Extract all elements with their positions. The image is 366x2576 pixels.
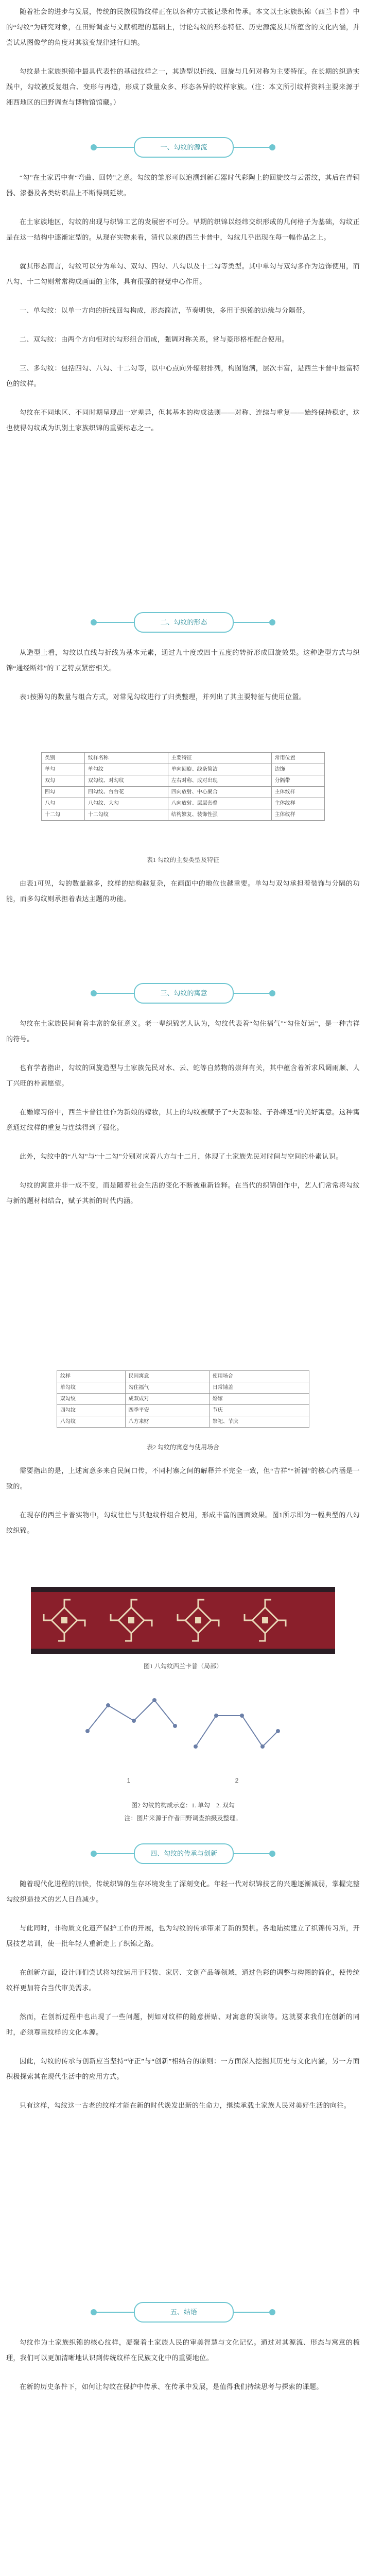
table-cell: 八勾纹 — [57, 1416, 126, 1428]
table-cell: 主体纹样 — [271, 787, 324, 798]
paragraph: 勾纹的寓意并非一成不变，而是随着社会生活的变化不断被重新诠释。在当代的织锦创作中，艺人们常常将勾纹与新的题材相结合，赋予其新的时代内涵。 — [6, 1181, 360, 1205]
paragraph: 随着现代化进程的加快，传统织锦的生存环境发生了深刻变化。年轻一代对织锦技艺的兴趣逐渐减弱，掌握完整勾纹织造技术的艺人日益减少。 — [6, 1880, 360, 1903]
table-header-row — [57, 1371, 309, 1382]
table-cell: 八勾纹、大勾 — [84, 798, 168, 809]
section-4-banner — [0, 1839, 366, 1868]
table-cell: 单勾纹 — [57, 1382, 126, 1394]
table-row — [57, 1382, 309, 1394]
table-header-cell: 常用位置 — [271, 753, 324, 764]
conclusion-title: 五、结语 — [134, 2302, 234, 2323]
paragraph: 表1按照勾的数量与组合方式，对常见勾纹进行了归类整理，并列出了其主要特征与使用位置。 — [20, 693, 306, 701]
table-row — [42, 798, 325, 809]
table-cell: 四勾 — [42, 787, 85, 798]
table-header-cell: 民间寓意 — [125, 1371, 209, 1382]
table-cell: 主体纹样 — [271, 798, 324, 809]
table-cell: 双勾纹、对勾纹 — [84, 775, 168, 787]
paragraph: 然而，在创新过程中也出现了一些问题，例如对纹样的随意拼贴、对寓意的误读等。这就要求我们在创新的同时，必须尊重纹样的文化本源。 — [6, 2013, 360, 2036]
table-cell: 节庆 — [209, 1405, 309, 1416]
section-2-title: 二、勾纹的形态 — [134, 612, 234, 633]
table-cell: 八勾 — [42, 798, 85, 809]
table-header-cell: 纹样名称 — [84, 753, 168, 764]
figure-2-schematic — [77, 1685, 289, 1793]
schematic-label-1: 1 — [127, 1777, 131, 1784]
paragraph: 一、单勾纹：以单一方向的折线回勾构成，形态简洁，节奏明快，多用于织锦的边缘与分隔带。 — [20, 307, 309, 314]
conclusion-text — [6, 2335, 360, 2408]
section-4-title: 四、勾纹的传承与创新 — [134, 1843, 234, 1864]
table-header-cell: 纹样 — [57, 1371, 126, 1382]
paragraph: 在婚嫁习俗中，西兰卡普往往作为新娘的嫁妆，其上的勾纹被赋予了“夫妻和睦、子孙绵延”的美好寓意。这种寓意通过纹样的重复与连续得到了强化。 — [6, 1108, 360, 1131]
figure-2-caption: 图2 勾纹的构成示意：1. 单勾 2. 双勾 — [131, 1802, 235, 1809]
banner-dot-icon — [269, 2309, 275, 2315]
table-row — [57, 1394, 309, 1405]
conclusion-banner — [0, 2298, 366, 2327]
table-row — [57, 1405, 309, 1416]
banner-dot-icon — [269, 619, 275, 625]
section-3-after — [6, 1463, 360, 1552]
section-1-title: 一、勾纹的源流 — [134, 137, 234, 158]
table-cell: 结构繁复、装饰性强 — [168, 809, 271, 821]
section-3-text — [6, 1016, 360, 1222]
paragraph: 与此同时，非物质文化遗产保护工作的开展，也为勾纹的传承带来了新的契机。各地陆续建立了织锦传习所，开展技艺培训，使一批年轻人重新走上了织锦之路。 — [6, 1924, 360, 1947]
table-cell: 十二勾 — [42, 809, 85, 821]
paragraph: 勾纹在不同地区、不同时期呈现出一定差异，但其基本的构成法则——对称、连续与重复——始终保持稳定，这也使得勾纹成为识别土家族织锦的重要标志之一。 — [6, 409, 360, 432]
table-row — [57, 1416, 309, 1428]
table-cell: 双勾 — [42, 775, 85, 787]
table-cell: 左右对称、成对出现 — [168, 775, 271, 787]
table-cell: 主体纹样 — [271, 809, 324, 821]
paragraph: 就其形态而言，勾纹可以分为单勾、双勾、四勾、八勾以及十二勾等类型。其中单勾与双勾多作为边饰使用，而八勾、十二勾则常常构成画面的主体，具有很强的视觉中心作用。 — [6, 262, 360, 285]
section-3-title: 三、勾纹的寓意 — [134, 983, 234, 1004]
table-cell: 祭祀、节庆 — [209, 1416, 309, 1428]
paragraph: 勾纹在土家族民间有着丰富的象征意义。老一辈织锦艺人认为，勾纹代表着“勾住福气”“勾住好运”，是一种吉祥的符号。 — [6, 1020, 360, 1043]
table-row — [42, 787, 325, 798]
paragraph: 二、双勾纹：由两个方向相对的勾形组合而成，强调对称关系，常与菱形格相配合使用。 — [20, 335, 289, 343]
paragraph: 在创新方面，设计师们尝试将勾纹运用于服装、家居、文创产品等领域，通过色彩的调整与构图的简化，使传统纹样更加符合当代审美需求。 — [6, 1969, 360, 1992]
table-cell: 单勾 — [42, 764, 85, 775]
table-cell: 日常铺盖 — [209, 1382, 309, 1394]
table-cell: 婚嫁 — [209, 1394, 309, 1405]
banner-dot-icon — [269, 1851, 275, 1857]
figure-1-textile — [31, 1587, 335, 1654]
schematic-nodes — [85, 1698, 280, 1749]
section-4-text — [6, 1876, 360, 2127]
paragraph: 因此，勾纹的传承与创新应当坚持“守正”与“创新”相结合的原则：一方面深入挖掘其历史与文化内涵，另一方面积极探索其在现代生活中的应用方式。 — [6, 2057, 360, 2080]
table-row — [42, 764, 325, 775]
table-cell: 四季平安 — [125, 1405, 209, 1416]
table-1 — [41, 752, 325, 821]
table-2 — [57, 1370, 309, 1428]
table-header-cell: 主要特征 — [168, 753, 271, 764]
intro-text — [6, 4, 360, 124]
paragraph: 三、多勾纹：包括四勾、八勾、十二勾等，以中心点向外辐射排列，构图饱满，层次丰富，是西兰卡普中最富特色的纹样。 — [6, 364, 360, 387]
table-row — [42, 775, 325, 787]
paragraph: 也有学者指出，勾纹的回旋造型与土家族先民对水、云、蛇等自然物的崇拜有关，其中蕴含着祈求风调雨顺、人丁兴旺的朴素愿望。 — [6, 1064, 360, 1087]
section-2-banner — [0, 608, 366, 637]
table-cell: 八向放射、层层套叠 — [168, 798, 271, 809]
section-1-text — [6, 170, 360, 449]
paragraph: 在现存的西兰卡普实物中，勾纹往往与其他纹样组合使用，形成丰富的画面效果。图1所示即为一幅典型的八勾纹织锦。 — [6, 1511, 360, 1534]
section-3-banner — [0, 979, 366, 1008]
section-2-text — [6, 645, 360, 718]
table-cell: 分隔带 — [271, 775, 324, 787]
paragraph: “勾”在土家语中有“弯曲、回转”之意。勾纹的雏形可以追溯到新石器时代彩陶上的回旋纹与云雷纹，其后在青铜器、漆器及各类纺织品上不断得到延续。 — [6, 174, 360, 197]
table-cell: 四勾纹 — [57, 1405, 126, 1416]
table-cell: 勾住福气 — [125, 1382, 209, 1394]
section-2-after — [6, 876, 360, 920]
paragraph: 只有这样，勾纹这一古老的纹样才能在新的时代焕发出新的生命力，继续承载土家族人民对美好生活的向往。 — [20, 2102, 351, 2109]
table-header-cell: 类别 — [42, 753, 85, 764]
table-cell: 单向回旋、线条简洁 — [168, 764, 271, 775]
figure-1-caption: 图1 八勾纹西兰卡普（局部） — [143, 1663, 222, 1670]
table-cell: 成双成对 — [125, 1394, 209, 1405]
intro-paragraph: 勾纹是土家族织锦中最具代表性的基础纹样之一，其造型以折线、回旋与几何对称为主要特征。在长期的织造实践中，勾纹被反复组合、变形与再造，形成了数量众多、形态各异的纹样家族。（注：本文所引纹样资料主要来源于湘西地区的田野调查与博物馆馆藏。） — [6, 67, 360, 106]
table-row — [42, 809, 325, 821]
schematic-label-2: 2 — [235, 1777, 239, 1784]
table-cell: 四向放射、中心聚合 — [168, 787, 271, 798]
intro-paragraph: 随着社会的进步与发展，传统的民族服饰纹样正在以各种方式被记录和传承。本文以土家族织锦（西兰卡普）中的“勾纹”为研究对象，在田野调查与文献梳理的基础上，讨论勾纹的形态特征、历史源流及其所蕴含的文化内涵，并尝试从图像学的角度对其演变规律进行归纳。 — [6, 8, 360, 46]
table-2-caption: 表2 勾纹的寓意与使用场合 — [146, 1444, 219, 1451]
paragraph: 勾纹作为土家族织锦的核心纹样，凝聚着土家族人民的审美智慧与文化记忆。通过对其源流、形态与寓意的梳理，我们可以更加清晰地认识到传统纹样在民族文化中的重要地位。 — [6, 2338, 360, 2362]
paragraph: 由表1可见，勾的数量越多，纹样的结构越复杂，在画面中的地位也越重要。单勾与双勾承担着装饰与分隔的功能，而多勾纹则承担着表达主题的功能。 — [6, 879, 360, 903]
banner-dot-icon — [269, 144, 275, 150]
paragraph: 在土家族地区，勾纹的出现与织锦工艺的发展密不可分。早期的织锦以经纬交织形成的几何格子为基础，勾纹正是在这一结构中逐渐定型的。从现存实物来看，清代以来的西兰卡普中，勾纹几乎出现在每一幅作品之上。 — [6, 218, 360, 241]
table-cell: 四勾纹、台台花 — [84, 787, 168, 798]
table-header-row — [42, 753, 325, 764]
table-cell: 单勾纹 — [84, 764, 168, 775]
schematic-lines — [88, 1700, 278, 1747]
section-1-banner — [0, 133, 366, 162]
paragraph: 在新的历史条件下，如何让勾纹在保护中传承、在传承中发展，是值得我们持续思考与探索的课题。 — [20, 2383, 323, 2391]
table-cell: 双勾纹 — [57, 1394, 126, 1405]
banner-dot-icon — [269, 990, 275, 996]
table-header-cell: 使用场合 — [209, 1371, 309, 1382]
figure-note: 注：图片来源于作者田野调查拍摄及整理。 — [124, 1815, 242, 1822]
paragraph: 需要指出的是，上述寓意多来自民间口传，不同村寨之间的解释并不完全一致，但“吉祥”“祈福”的核心内涵是一致的。 — [6, 1467, 360, 1490]
paragraph: 此外，勾纹中的“八勾”与“十二勾”分别对应着八方与十二月，体现了土家族先民对时间与空间的朴素认识。 — [20, 1153, 343, 1160]
paragraph: 从造型上看，勾纹以直线与折线为基本元素，通过九十度或四十五度的转折形成回旋效果。这种造型方式与织锦“通经断纬”的工艺特点紧密相关。 — [6, 649, 360, 672]
table-cell: 八方来财 — [125, 1416, 209, 1428]
table-cell: 十二勾纹 — [84, 809, 168, 821]
table-1-caption: 表1 勾纹的主要类型及特征 — [146, 856, 219, 863]
table-cell: 边饰 — [271, 764, 324, 775]
